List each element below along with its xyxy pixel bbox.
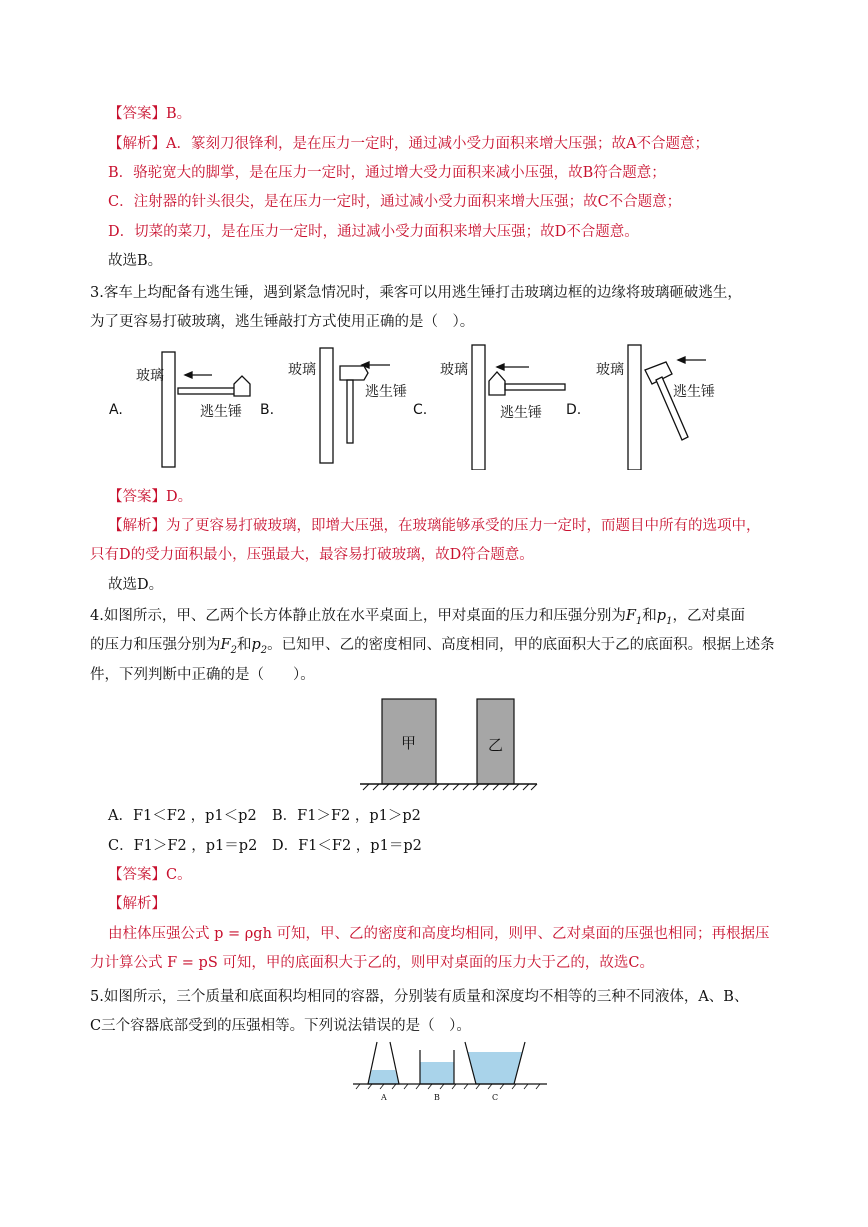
container-label-c: C	[492, 1093, 499, 1102]
q5-containers-figure	[350, 1040, 550, 1102]
q2-analysis-line-b: B．骆驼宽大的脚掌，是在压力一定时，通过增大受力面积来减小压强，故B符合题意；	[108, 165, 666, 181]
q4-stem-text: 。已知甲、乙的密度相同、高度相同，甲的底面积大于乙的底面积。根据上述条	[267, 637, 775, 653]
hammer-label-d: 逃生锤	[673, 384, 715, 400]
hammer-label-b: 逃生锤	[365, 384, 407, 400]
glass-panel-d	[628, 345, 641, 470]
q3-analysis-line2: 只有D的受力面积最小，压强最大，最容易打破玻璃，故D符合题意。	[90, 547, 534, 563]
option-letter-b: B.	[260, 402, 275, 418]
q2-analysis-line-c: C．注射器的针头很尖，是在压力一定时，通过减小受力面积来增大压强；故C不合题意；	[108, 194, 682, 210]
glass-label-a: 玻璃	[136, 368, 164, 384]
q4-analysis-line2: 力计算公式 F = pS 可知，甲的底面积大于乙的，则甲对桌面的压力大于乙的，故选C。	[90, 955, 654, 971]
answer-value: C。	[166, 867, 192, 883]
option-letter-a: A.	[109, 402, 123, 418]
hammer-handle-b	[347, 380, 353, 443]
q4-stem-line1: 4.如图所示，甲、乙两个长方体静止放在水平桌面上，甲对桌面的压力和压强分别为$F_1$和$p_1$，乙对桌面	[90, 608, 745, 627]
hammer-head-c	[489, 372, 505, 395]
block-label-yi: 乙	[488, 736, 504, 754]
answer-tag: 【答案】	[108, 867, 166, 883]
container-label-b: B	[434, 1093, 440, 1102]
block-label-jia: 甲	[401, 734, 417, 752]
q5-stem-line2: C三个容器底部受到的压强相等。下列说法错误的是（ ）。	[90, 1018, 471, 1034]
q4-answer-line	[108, 864, 192, 886]
q4-stem-line2: 的压力和压强分别为$F_2$和$p_2$。已知甲、乙的密度相同、高度相同，甲的底面积大于乙的底面积。根据上述条	[90, 637, 775, 656]
analysis-text: A．篆刻刀很锋利，是在压力一定时，通过减小受力面积来增大压强；故A不合题意；	[166, 136, 709, 152]
answer-value: B。	[166, 106, 192, 122]
liquid-c	[468, 1052, 522, 1084]
q4-stem-text: ，乙对桌面	[672, 608, 745, 624]
q2-conclusion: 故选B。	[108, 253, 163, 269]
hammer-label-a: 逃生锤	[200, 404, 242, 420]
hammer-head-a	[234, 376, 250, 396]
q2-analysis-line-a	[108, 133, 709, 155]
q4-stem-text: 的压力和压强分别为	[90, 637, 221, 653]
q3-stem-line1: 3.客车上均配备有逃生锤，遇到紧急情况时，乘客可以用逃生锤打击玻璃边框的边缘将玻璃砸破逃生，	[90, 285, 742, 301]
q3-stem-line2: 为了更容易打破玻璃，逃生锤敲打方式使用正确的是（ ）。	[90, 314, 475, 330]
hammer-head-b	[340, 366, 368, 380]
analysis-text: 为了更容易打破玻璃，即增大压强，在玻璃能够承受的压力一定时，而题目中所有的选项中，	[166, 518, 761, 534]
answer-value: D。	[166, 489, 193, 505]
q3-analysis-line1	[108, 515, 761, 537]
q4-option-b: B．F1＞F2 ，p1＞p2	[272, 808, 421, 824]
container-label-a: A	[381, 1093, 387, 1102]
q4-option-a: A．F1＜F2 ，p1＜p2	[108, 808, 257, 824]
glass-panel-c	[472, 345, 485, 470]
q4-analysis-line1: 由柱体压强公式 p = ρgh 可知，甲、乙的密度和高度均相同，则甲、乙对桌面的压强也相同；再根据压	[108, 926, 770, 942]
q4-stem-and: 和	[642, 608, 657, 624]
q2-analysis-line-d: D．切菜的菜刀，是在压力一定时，通过减小受力面积来增大压强；故D不合题意。	[108, 224, 639, 240]
q3-conclusion: 故选D。	[108, 577, 164, 593]
q4-options-row2	[108, 834, 422, 855]
answer-tag: 【答案】	[108, 489, 166, 505]
option-letter-c: C.	[413, 402, 428, 418]
table-hatching	[363, 784, 537, 790]
q4-stem-line3: 件，下列判断中正确的是（ ）。	[90, 667, 315, 683]
q4-stem-text: 4.如图所示，甲、乙两个长方体静止放在水平桌面上，甲对桌面的压力和压强分别为	[90, 608, 626, 624]
hammer-label-c: 逃生锤	[500, 405, 542, 421]
analysis-tag: 【解析】	[108, 518, 166, 534]
answer-tag: 【答案】	[108, 106, 166, 122]
hammer-handle-c	[505, 384, 565, 390]
hammer-handle-a	[178, 388, 236, 394]
glass-panel-b	[320, 348, 333, 463]
liquid-a	[368, 1070, 399, 1084]
glass-label-c: 玻璃	[440, 362, 468, 378]
analysis-tag: 【解析】	[108, 136, 166, 152]
q4-blocks-figure	[355, 693, 545, 793]
glass-label-b: 玻璃	[288, 362, 316, 378]
q4-stem-and: 和	[236, 637, 252, 653]
option-letter-d: D.	[566, 402, 582, 418]
q4-option-d: D．F1＜F2 ，p1＝p2	[272, 838, 422, 854]
glass-label-d: 玻璃	[596, 362, 624, 378]
q3-answer-line	[108, 486, 192, 508]
q4-analysis-tag: 【解析】	[108, 896, 166, 912]
q4-option-c: C．F1＞F2 ，p1＝p2	[108, 838, 258, 854]
q4-options-row1	[108, 804, 421, 825]
q2-answer-line	[108, 103, 191, 125]
liquid-b	[420, 1062, 454, 1084]
q5-stem-line1: 5.如图所示，三个质量和底面积均相同的容器，分别装有质量和深度均不相等的三种不同液体，A、B、	[90, 989, 749, 1005]
q3-hammer-figure	[100, 340, 740, 470]
